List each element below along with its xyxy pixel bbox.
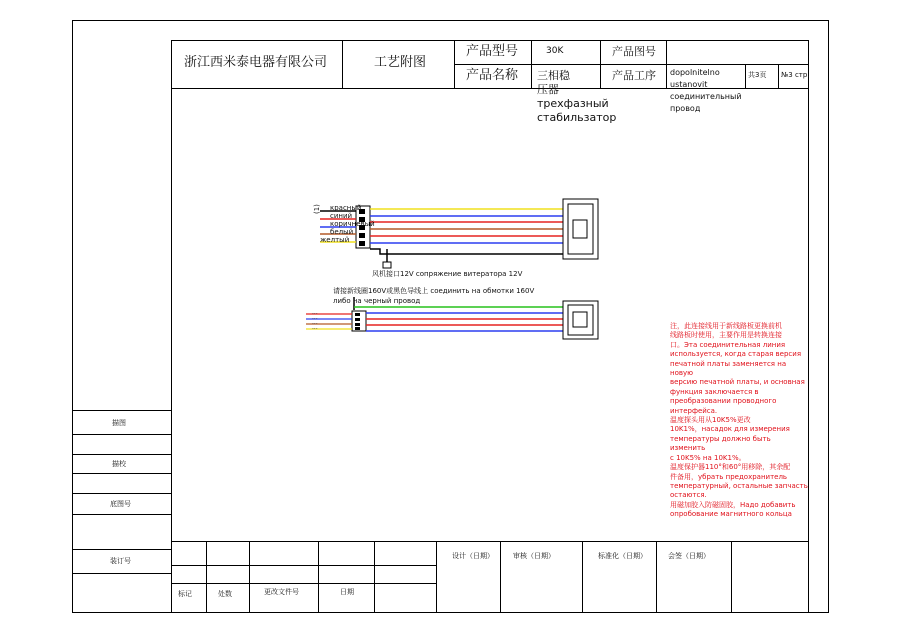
wire2-label-4: ... <box>312 324 318 331</box>
note-line: 温度探头用从10K5%更改 <box>670 416 751 425</box>
note-line: 温度保护器110°和60°用移除，其余配 <box>670 463 791 472</box>
approval-design: 设计（日期） <box>452 552 494 560</box>
note-line: 10K1%，насадок для измерения <box>670 425 790 434</box>
wire2-label-2: ... <box>312 314 318 321</box>
drawing-no-label: 产品图号 <box>612 45 656 58</box>
note-line: преобразовании проводного <box>670 397 777 406</box>
note-line: печатной платы заменяется на новую <box>670 359 787 378</box>
process-value-3: соединительный <box>670 92 742 101</box>
process-label: 产品工序 <box>612 69 656 82</box>
doc-title: 工艺附图 <box>374 55 427 70</box>
coil-caption-1: 请接新线圈160V或黑色导线上 соединить на обмотки 160V <box>333 287 535 295</box>
note-line: интерфейса. <box>670 406 718 415</box>
side-label-tracing: 描图 <box>112 419 126 427</box>
note-line: 线路板时使用，主要作用是转换连接 <box>670 331 782 340</box>
approval-review: 审核（日期） <box>513 552 555 560</box>
approval-standardization: 标准化（日期） <box>598 552 647 560</box>
process-value-2: ustanovit <box>670 80 708 89</box>
wire-side-label: (1) <box>313 204 321 214</box>
fan-connector-caption: 风机接口12V сопряжение витератора 12V <box>372 270 523 278</box>
name-value-cn2: 压器 <box>537 83 559 96</box>
footer-label-change-file: 更改文件号 <box>264 588 299 596</box>
model-label: 产品型号 <box>466 44 519 59</box>
wiring-diagram-1 <box>320 199 598 268</box>
page-number: №3 стр. <box>781 71 810 79</box>
name-value-cn: 三相稳 <box>537 69 570 82</box>
model-value: 30K <box>546 46 564 56</box>
approval-countersign: 会签（日期） <box>668 552 710 560</box>
note-line: 注，此连接线用于新线路板更换前机 <box>670 322 782 330</box>
note-line: 件备用，убрать предохранитель <box>670 472 788 481</box>
coil-caption-2: либо на черный провод <box>333 297 421 305</box>
wire-label-brown: коричневый <box>330 220 375 228</box>
note-line: версию печатной платы, и основная <box>670 378 805 387</box>
wire2-label-1: ... <box>312 309 318 316</box>
notes-block <box>670 322 808 520</box>
wire-label-red: красный <box>330 204 362 212</box>
note-line: температурный, остальные запчасть <box>670 481 808 490</box>
wire-label-white: белый <box>330 228 354 236</box>
name-value-ru2: стабильзатор <box>537 111 617 124</box>
footer-label-date: 日期 <box>340 588 354 596</box>
note-line: температуры должно быть изменить <box>670 434 771 453</box>
side-label-trace-check: 描校 <box>112 460 126 468</box>
side-label-base-number: 底图号 <box>110 500 131 508</box>
note-line: 口。Эта соединительная линия <box>670 340 786 349</box>
note-line: используется, когда старая версия <box>670 350 802 359</box>
note-line: остаются. <box>670 491 707 500</box>
company-name: 浙江西米泰电器有限公司 <box>184 55 328 70</box>
wire-label-yellow: желтый <box>320 236 350 244</box>
note-line: функция заключается в <box>670 387 759 396</box>
footer-label-count: 处数 <box>218 590 232 598</box>
wire-label-blue: синий <box>330 212 353 220</box>
process-value-1: dopolnitelno <box>670 68 720 77</box>
pages-total: 共3页 <box>748 71 767 79</box>
note-line: с 10K5% на 10K1%。 <box>670 453 746 462</box>
side-label-binding-number: 装订号 <box>110 557 131 565</box>
name-label: 产品名称 <box>466 68 519 83</box>
process-value-4: провод <box>670 104 701 113</box>
name-value-ru1: трехфазный <box>537 97 609 110</box>
note-line: опробование магнитного кольца <box>670 510 792 519</box>
wire2-label-3: ... <box>312 319 318 326</box>
footer-label-mark: 标记 <box>178 590 192 598</box>
note-line: 用磁加胶入防磁固胶，Надо добавить <box>670 500 796 509</box>
